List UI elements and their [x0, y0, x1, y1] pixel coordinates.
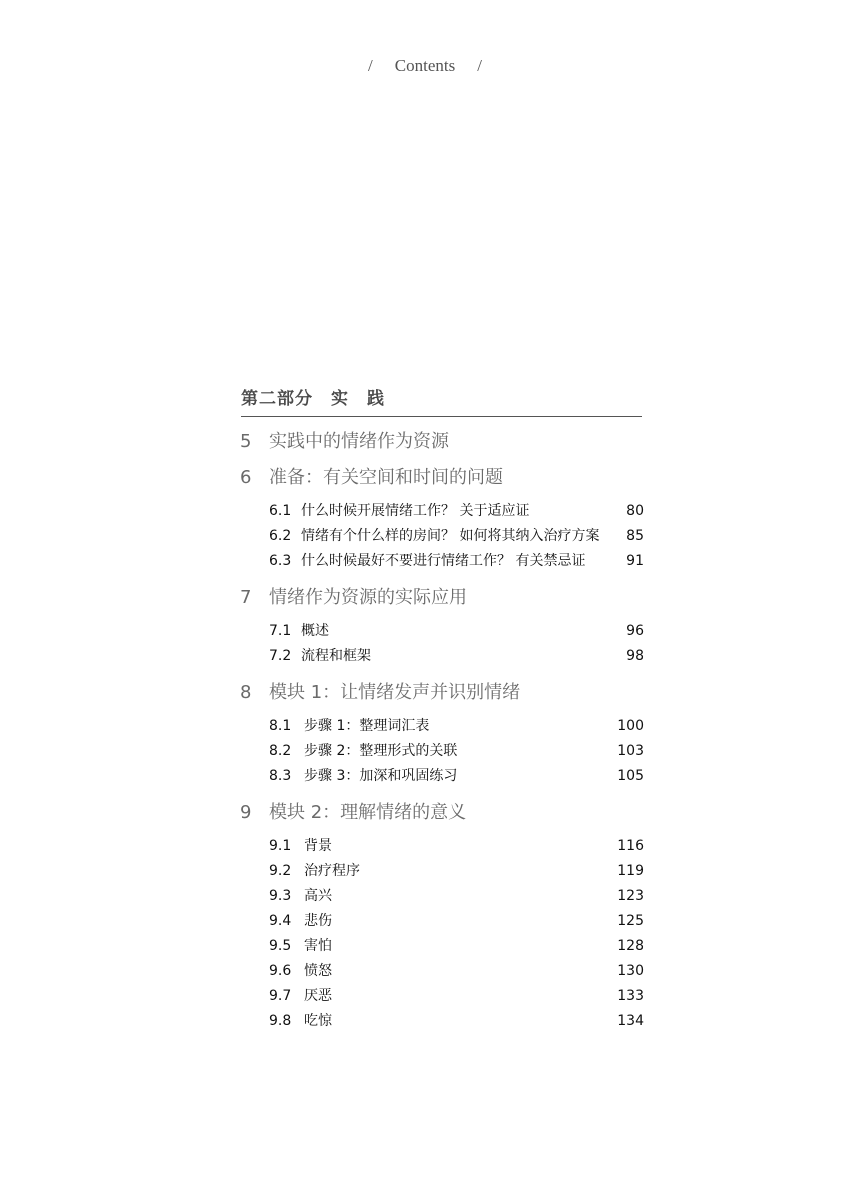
section-title: 步骤 3：加深和巩固练习	[304, 768, 458, 784]
section-title: 步骤 2：整理形式的关联	[304, 743, 458, 759]
section-page-number: 105	[617, 768, 644, 784]
section-entry[interactable]	[269, 934, 644, 959]
chapter-title: 模块 1：让情绪发声并识别情绪	[269, 682, 521, 703]
section-entry[interactable]	[269, 859, 644, 884]
chapter-heading[interactable]	[240, 586, 644, 610]
chapter-number: 9	[240, 802, 252, 823]
chapter-entry	[240, 430, 644, 454]
running-head	[0, 56, 850, 76]
section-page-number: 133	[617, 988, 644, 1004]
chapter-title: 实践中的情绪作为资源	[269, 431, 449, 452]
section-entry[interactable]	[269, 884, 644, 909]
chapter-number: 5	[240, 431, 252, 452]
section-page-number: 91	[626, 553, 644, 569]
section-page-number: 128	[617, 938, 644, 954]
section-page-number: 80	[626, 503, 644, 519]
chapter-entry	[240, 586, 644, 669]
section-page-number: 96	[626, 623, 644, 639]
chapter-title: 模块 2：理解情绪的意义	[269, 802, 467, 823]
section-title: 厌恶	[304, 988, 332, 1004]
chapter-heading[interactable]	[240, 466, 644, 490]
section-page-number: 125	[617, 913, 644, 929]
section-entry[interactable]	[269, 1009, 644, 1034]
running-head-left-slash: /	[368, 56, 373, 75]
chapter-heading[interactable]	[240, 801, 644, 825]
section-entry[interactable]	[269, 524, 644, 549]
section-number: 8.3	[269, 768, 292, 784]
section-entry[interactable]	[269, 549, 644, 574]
table-of-contents	[240, 430, 644, 1046]
running-head-right-slash: /	[477, 56, 482, 75]
section-title: 情绪有个什么样的房间？ 如何将其纳入治疗方案	[301, 528, 600, 544]
chapter-number: 7	[240, 587, 252, 608]
section-list	[240, 619, 644, 669]
section-number: 9.6	[269, 963, 292, 979]
section-entry[interactable]	[269, 834, 644, 859]
section-title: 治疗程序	[304, 863, 360, 879]
section-title: 步骤 1：整理词汇表	[304, 718, 430, 734]
chapter-entry	[240, 466, 644, 574]
chapter-heading[interactable]	[240, 430, 644, 454]
section-title: 吃惊	[304, 1013, 332, 1029]
section-number: 9.4	[269, 913, 292, 929]
section-entry[interactable]	[269, 739, 644, 764]
section-entry[interactable]	[269, 714, 644, 739]
section-page-number: 119	[617, 863, 644, 879]
section-list	[240, 714, 644, 789]
section-title: 愤怒	[304, 963, 332, 979]
section-entry[interactable]	[269, 984, 644, 1009]
section-number: 9.5	[269, 938, 292, 954]
section-title: 高兴	[304, 888, 332, 904]
section-number: 7.2	[269, 648, 292, 664]
section-number: 9.3	[269, 888, 292, 904]
section-entry[interactable]	[269, 644, 644, 669]
section-entry[interactable]	[269, 909, 644, 934]
section-title: 害怕	[304, 938, 332, 954]
section-number: 9.1	[269, 838, 292, 854]
section-title: 悲伤	[304, 913, 332, 929]
section-number: 6.3	[269, 553, 292, 569]
section-list	[240, 499, 644, 574]
section-page-number: 134	[617, 1013, 644, 1029]
section-number: 6.2	[269, 528, 292, 544]
section-entry[interactable]	[269, 619, 644, 644]
section-entry[interactable]	[269, 764, 644, 789]
section-entry[interactable]	[269, 499, 644, 524]
chapter-title: 准备：有关空间和时间的问题	[269, 467, 503, 488]
section-page-number: 100	[617, 718, 644, 734]
section-page-number: 116	[617, 838, 644, 854]
section-title: 什么时候最好不要进行情绪工作？ 有关禁忌证	[301, 553, 586, 569]
section-page-number: 123	[617, 888, 644, 904]
section-number: 9.2	[269, 863, 292, 879]
section-number: 7.1	[269, 623, 292, 639]
chapter-entry	[240, 801, 644, 1034]
chapter-number: 8	[240, 682, 252, 703]
chapter-title: 情绪作为资源的实际应用	[269, 587, 467, 608]
chapter-number: 6	[240, 467, 252, 488]
part-heading: 第二部分 实 践	[241, 384, 642, 417]
section-title: 流程和框架	[301, 648, 371, 664]
section-list	[240, 834, 644, 1034]
chapter-heading[interactable]	[240, 681, 644, 705]
section-title: 背景	[304, 838, 332, 854]
section-number: 8.2	[269, 743, 292, 759]
section-page-number: 130	[617, 963, 644, 979]
section-title: 概述	[301, 623, 329, 639]
section-page-number: 103	[617, 743, 644, 759]
section-page-number: 98	[626, 648, 644, 664]
section-entry[interactable]	[269, 959, 644, 984]
chapter-entry	[240, 681, 644, 789]
section-number: 9.8	[269, 1013, 292, 1029]
section-title: 什么时候开展情绪工作？ 关于适应证	[301, 503, 530, 519]
section-number: 9.7	[269, 988, 292, 1004]
running-head-title: Contents	[394, 56, 456, 75]
section-page-number: 85	[626, 528, 644, 544]
section-number: 8.1	[269, 718, 292, 734]
section-number: 6.1	[269, 503, 292, 519]
